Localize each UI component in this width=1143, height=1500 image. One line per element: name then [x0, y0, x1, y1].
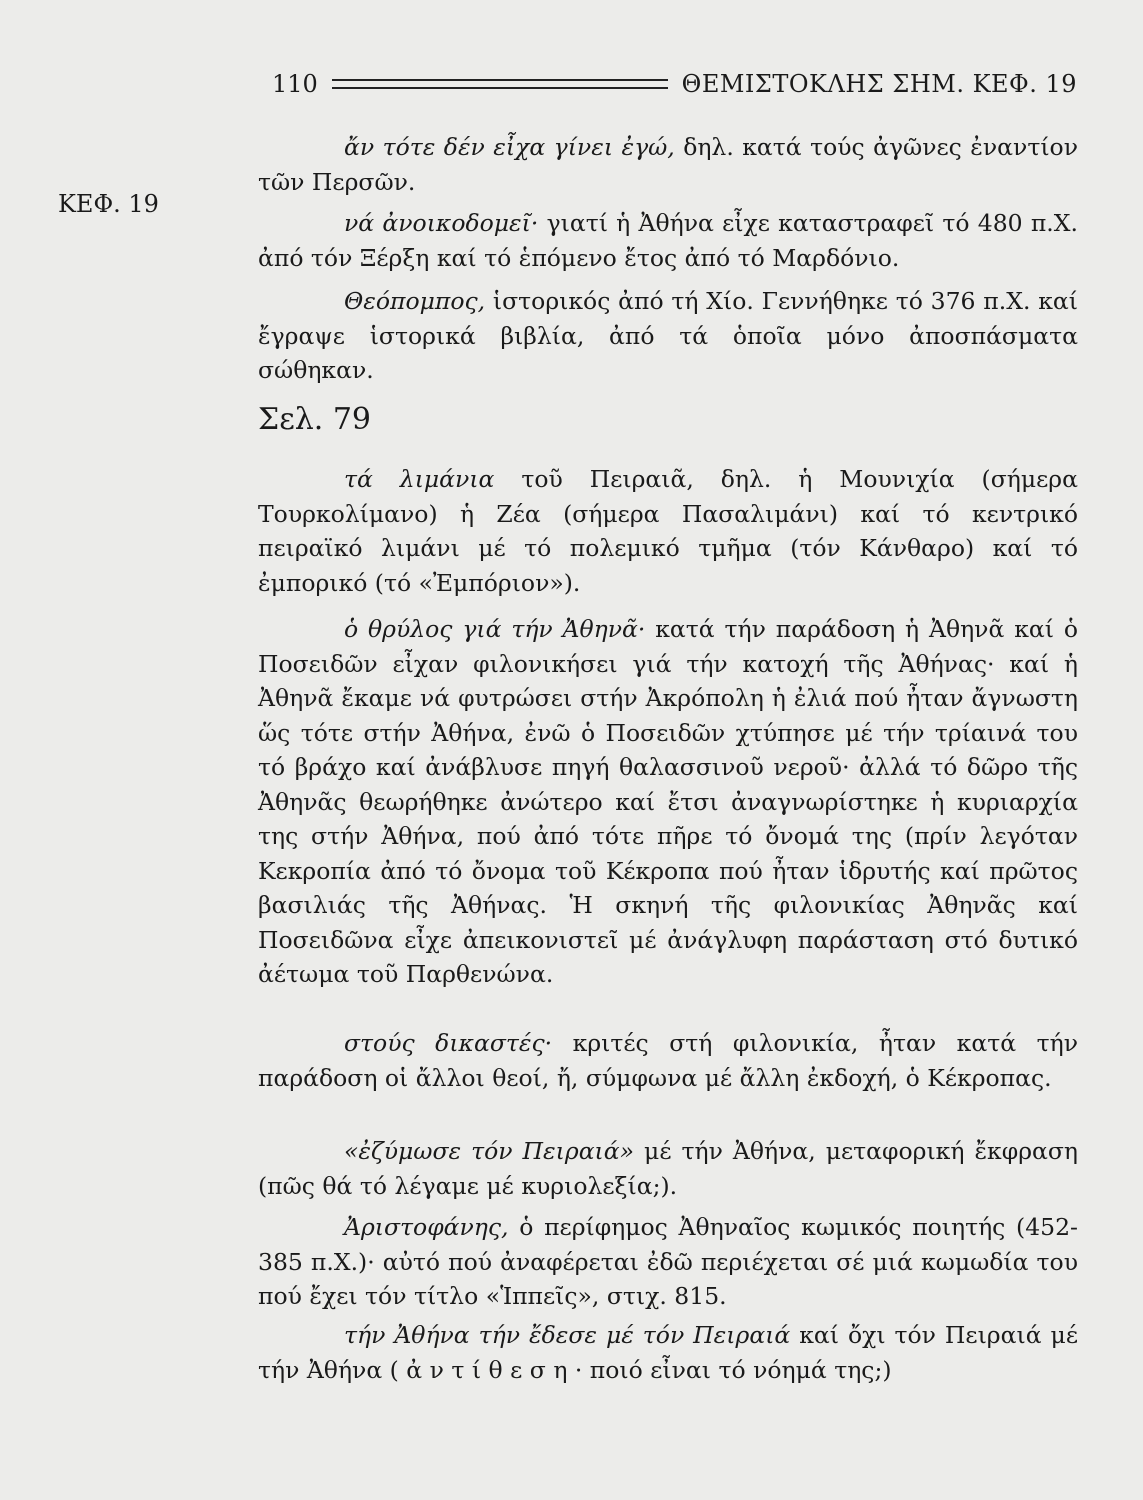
note-text: ἱστορικός ἀπό τή Χίο. Γεννήθηκε τό 376 π.Χ. καί ἔγραψε ἱστορικά βιβλία, ἀπό τά ὁποῖα μόνο ἀποσπάσματα σώθηκαν. — [258, 287, 1078, 384]
note-lemma: «ἐζύμωσε τόν Πειραιά» — [344, 1137, 635, 1165]
note-lemma: Ἀριστοφάνης, — [344, 1213, 509, 1241]
note-3 — [258, 284, 1078, 388]
note-5 — [258, 612, 1078, 992]
note-text: τοῦ Πειραιᾶ, δηλ. ἡ Μουνιχία (σήμερα Τουρκολίμανο) ἡ Ζέα (σήμερα Πασαλιμάνι) καί τό κεντρικό πειραϊκό λιμάνι μέ τό πολεμικό τμῆμα (τόν Κάνθαρο) καί τό ἐμπορικό (τό «Ἐμπόριον»). — [258, 465, 1078, 597]
note-8 — [258, 1210, 1078, 1314]
note-2 — [258, 206, 1078, 275]
note-text: μέ τήν Ἀθήνα, μεταφορική ἔκφραση (πῶς θά τό λέγαμε μέ κυριολεξία;). — [258, 1137, 1079, 1200]
note-lemma: ἄν τότε δέν εἶχα γίνει ἐγώ, — [344, 133, 675, 161]
note-text: δηλ. κατά τούς ἀγῶνες ἐναντίον τῶν Περσῶν. — [258, 133, 1078, 196]
note-text: κατά τήν παράδοση ἡ Ἀθηνᾶ καί ὁ Ποσειδῶν εἶχαν φιλονικήσει γιά τήν κατοχή τῆς Ἀθήνας· καί ἡ Ἀθηνᾶ ἔκαμε νά φυτρώσει στήν Ἀκρόπολη ἡ ἐλιά πού ἦταν ἄγνωστη ὥς τότε στήν Ἀθήνα, ἐνῶ ὁ Ποσειδῶν χτύπησε μέ τήν τρίαινά του τό βράχο καί ἀνάβλυσε πηγή θαλασσινοῦ νεροῦ· ἀλλά τό δῶρο τῆς Ἀθηνᾶς θεωρήθηκε ἀνώτερο καί ἔτσι ἀναγνωρίστηκε ἡ κυριαρχία της στήν Ἀθήνα, πού ἀπό τότε πῆρε τό ὄνομά της (πρίν λεγόταν Κεκροπία ἀπό τό ὄνομα τοῦ Κέκροπα πού ἦταν ἱδρυτής καί πρῶτος βασιλιάς τῆς Ἀθήνας. Ἡ σκηνή τῆς φιλονικίας Ἀθηνᾶς καί Ποσειδῶνα εἶχε ἀπεικονιστεῖ μέ ἀνάγλυφη παράσταση στό δυτικό ἀέτωμα τοῦ Παρθενώνα. — [258, 615, 1078, 988]
note-lemma: τά λιμάνια — [344, 465, 495, 493]
running-title: ΘΕΜΙΣΤΟΚΛΗΣ ΣΗΜ. ΚΕΦ. 19 — [681, 70, 1077, 98]
header-rule — [332, 79, 668, 89]
note-text: καί ὄχι τόν Πειραιά μέ τήν Ἀθήνα ( ἀ ν τ ί θ ε σ η · ποιό εἶναι τό νόημά της;) — [258, 1321, 1078, 1384]
note-6 — [258, 1026, 1078, 1095]
note-4 — [258, 462, 1078, 600]
note-lemma: ὁ θρύλος γιά τήν Ἀθηνᾶ· — [344, 615, 646, 643]
page-number: 110 — [272, 70, 318, 98]
page-header — [272, 64, 1077, 104]
note-text: ὁ περίφημος Ἀθηναῖος κωμικός ποιητής (452-385 π.Χ.)· αὐτό πού ἀναφέρεται ἐδῶ περιέχεται σέ μιά κωμωδία του πού ἔχει τόν τίτλο «Ἱππεῖς», στιχ. 815. — [258, 1213, 1078, 1310]
note-1 — [258, 130, 1078, 199]
margin-chapter-label: ΚΕΦ. 19 — [58, 190, 159, 218]
note-lemma: στούς δικαστές· — [344, 1029, 553, 1057]
note-7 — [258, 1134, 1078, 1203]
note-text: κριτές στή φιλονικία, ἦταν κατά τήν παράδοση οἱ ἄλλοι θεοί, ἤ, σύμφωνα μέ ἄλλη ἐκδοχή, ὁ Κέκροπας. — [258, 1029, 1078, 1092]
note-lemma: τήν Ἀθήνα τήν ἔδεσε μέ τόν Πειραιά — [344, 1321, 791, 1349]
note-lemma: Θεόπομπος, — [344, 287, 486, 315]
note-text: γιατί ἡ Ἀθήνα εἶχε καταστραφεῖ τό 480 π.Χ. ἀπό τόν Ξέρξη καί τό ἑπόμενο ἔτος ἀπό τό Μαρδόνιο. — [258, 209, 1078, 272]
note-lemma: νά ἀνοικοδομεῖ· — [344, 209, 539, 237]
note-9 — [258, 1318, 1078, 1387]
section-title: Σελ. 79 — [258, 402, 372, 437]
